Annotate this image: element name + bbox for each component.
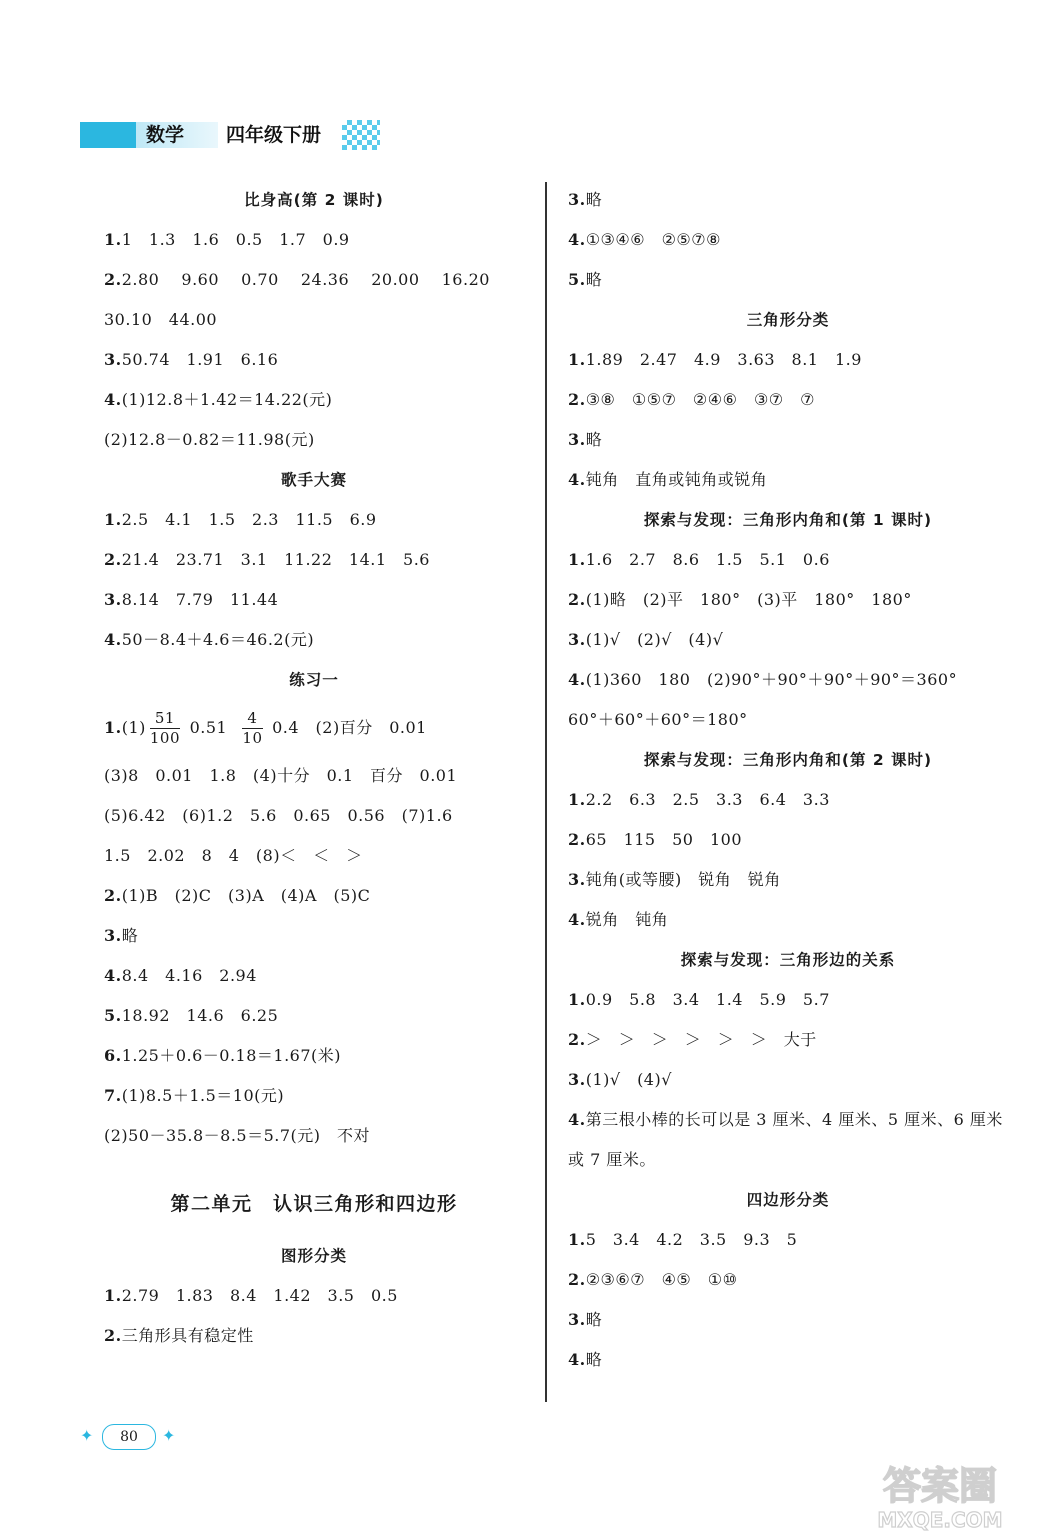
- star-icon: ✦: [162, 1426, 176, 1445]
- section-title: 比身高(第 2 课时): [244, 191, 384, 209]
- answer-line: 2.三角形具有稳定性: [104, 1326, 254, 1345]
- section-title: 歌手大赛: [280, 471, 347, 489]
- header-subject: 数学: [146, 124, 185, 146]
- section-title: 探索与发现：三角形内角和(第 1 课时): [643, 511, 933, 529]
- answer-line: 5.18.92 14.6 6.25: [104, 1006, 279, 1025]
- section-title: 四边形分类: [746, 1191, 830, 1209]
- header-checker-pattern: [342, 120, 380, 150]
- fraction: $\frac{4}{10}$: [242, 709, 263, 747]
- watermark-logo: [845, 1455, 1035, 1533]
- answer-line: 1.1.89 2.47 4.9 3.63 8.1 1.9: [568, 350, 862, 369]
- answer-line: 1.5 2.02 8 4 (8)＜ ＜ ＞: [104, 846, 363, 865]
- section-title: 探索与发现：三角形边的关系: [680, 951, 896, 969]
- answer-line: 2.2.80 9.60 0.70 24.36 20.00 16.20: [104, 270, 490, 289]
- answer-line: 2.＞ ＞ ＞ ＞ ＞ ＞ 大于: [568, 1030, 817, 1049]
- answer-line: 3.8.14 7.79 11.44: [104, 590, 279, 609]
- answer-line: 7.(1)8.5＋1.5＝10(元): [104, 1086, 285, 1105]
- header-grade: 四年级下册: [226, 124, 322, 146]
- answer-line: 1.2.79 1.83 8.4 1.42 3.5 0.5: [104, 1286, 398, 1305]
- watermark-text: 答案圈: [882, 1464, 998, 1508]
- answer-line: (2)50－35.8－8.5＝5.7(元) 不对: [104, 1126, 371, 1145]
- unit-title: 第二单元 认识三角形和四边形: [170, 1193, 458, 1215]
- answer-line: (5)6.42 (6)1.2 5.6 0.65 0.56 (7)1.6: [104, 806, 453, 825]
- answer-line: 4.50－8.4＋4.6＝46.2(元): [104, 630, 315, 649]
- watermark-subtext: MXQE.COM: [877, 1508, 1003, 1532]
- section-title: 三角形分类: [746, 311, 830, 329]
- answer-line: 3.(1)√ (2)√ (4)√: [568, 630, 724, 649]
- answer-line: 3.略: [568, 430, 603, 449]
- answer-line: 3.钝角(或等腰) 锐角 锐角: [568, 870, 781, 889]
- answer-line: 2.③⑧ ①⑤⑦ ②④⑥ ③⑦ ⑦: [568, 390, 815, 409]
- answer-line: 3.(1)√ (4)√: [568, 1070, 672, 1089]
- answer-line: 4.第三根小棒的长可以是 3 厘米、4 厘米、5 厘米、6 厘米或 7 厘米。: [568, 1110, 1003, 1169]
- header-color-bar: [80, 122, 136, 148]
- answer-line: 1.2.5 4.1 1.5 2.3 11.5 6.9: [104, 510, 377, 529]
- answer-line: 4.(1)360 180 (2)90°＋90°＋90°＋90°＝360°: [568, 670, 958, 689]
- answer-line: 1.5 3.4 4.2 3.5 9.3 5: [568, 1230, 798, 1249]
- answer-line: 4.①③④⑥ ②⑤⑦⑧: [568, 230, 721, 249]
- answer-line: 4.略: [568, 1350, 603, 1369]
- answer-line: 1.1.6 2.7 8.6 1.5 5.1 0.6: [568, 550, 830, 569]
- answer-line: 2.65 115 50 100: [568, 830, 743, 849]
- answer-line: 60°＋60°＋60°＝180°: [568, 710, 748, 729]
- answer-line: 2.(1)B (2)C (3)A (4)A (5)C: [104, 886, 371, 905]
- section-title: 图形分类: [280, 1247, 347, 1265]
- answer-line: 3.略: [568, 190, 603, 209]
- answer-line: 3.50.74 1.91 6.16: [104, 350, 279, 369]
- page-footer: [80, 1422, 190, 1452]
- answer-line: 6.1.25＋0.6－0.18＝1.67(米): [104, 1046, 342, 1065]
- answer-line: 4.钝角 直角或钝角或锐角: [568, 470, 768, 489]
- answer-line: 3.略: [568, 1310, 603, 1329]
- column-divider: [545, 182, 547, 1402]
- answer-line: 4.锐角 钝角: [568, 910, 669, 929]
- answer-line: 5.略: [568, 270, 603, 289]
- answer-line: 4.(1)12.8＋1.42＝14.22(元): [104, 390, 333, 409]
- page-number: 80: [102, 1424, 156, 1450]
- star-icon: ✦: [80, 1426, 94, 1445]
- left-column: [104, 180, 524, 1356]
- right-column: [568, 180, 1008, 1380]
- page-header: [80, 120, 400, 152]
- answer-line: 1.1 1.3 1.6 0.5 1.7 0.9: [104, 230, 350, 249]
- fraction: $\frac{51}{100}$: [149, 709, 181, 747]
- answer-line: 2.(1)略 (2)平 180° (3)平 180° 180°: [568, 590, 912, 609]
- answer-line: 1.(1) $\frac{51}{100}$ 0.51 $\frac{4}{10}$ 0.4 (2)百分 0.01: [104, 709, 427, 747]
- answer-line: 1.2.2 6.3 2.5 3.3 6.4 3.3: [568, 790, 830, 809]
- answer-line: 1.0.9 5.8 3.4 1.4 5.9 5.7: [568, 990, 830, 1009]
- answer-line: 4.8.4 4.16 2.94: [104, 966, 257, 985]
- section-title: 练习一: [289, 671, 339, 689]
- answer-line: (2)12.8－0.82＝11.98(元): [104, 430, 315, 449]
- answer-line: 2.②③⑥⑦ ④⑤ ①⑩: [568, 1270, 738, 1289]
- answer-line: 30.10 44.00: [104, 310, 218, 329]
- answer-line: 3.略: [104, 926, 139, 945]
- section-title: 探索与发现：三角形内角和(第 2 课时): [643, 751, 933, 769]
- answer-line: 2.21.4 23.71 3.1 11.22 14.1 5.6: [104, 550, 430, 569]
- answer-line: (3)8 0.01 1.8 (4)十分 0.1 百分 0.01: [104, 766, 458, 785]
